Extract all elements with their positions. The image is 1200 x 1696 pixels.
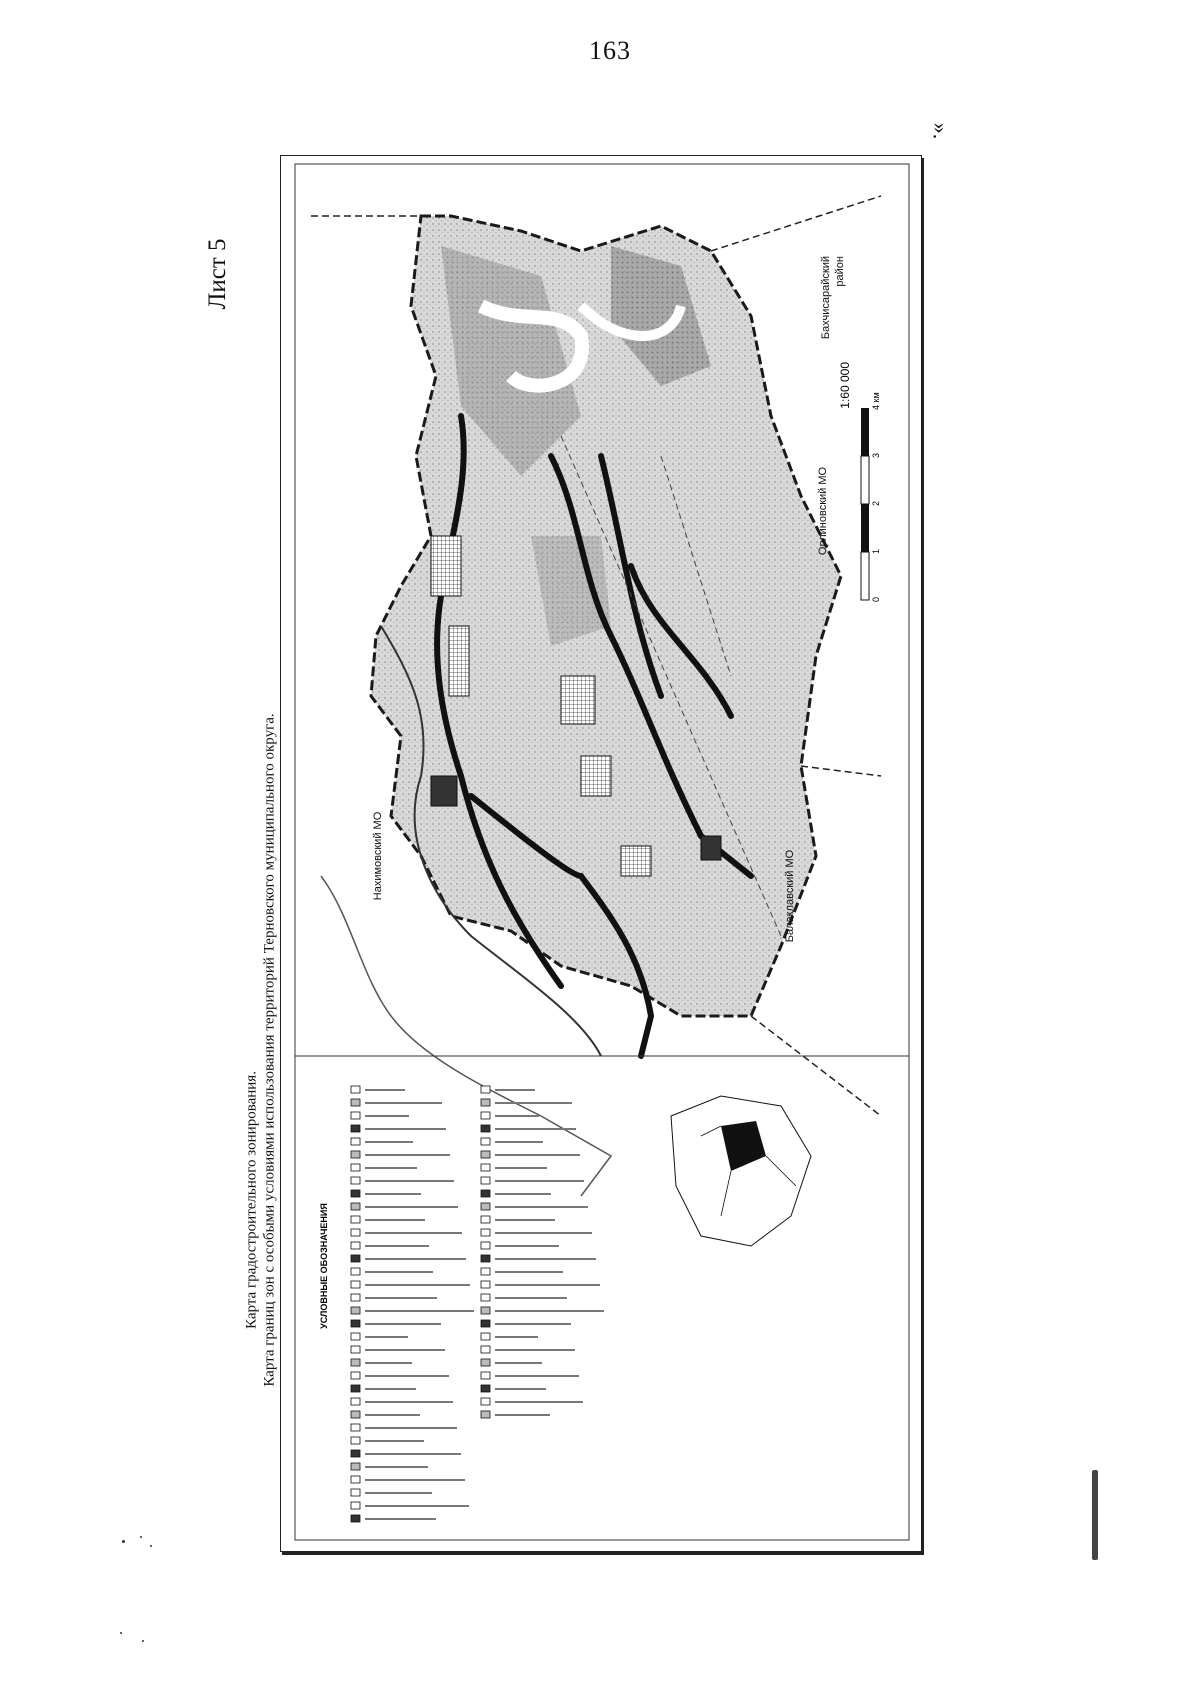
scan-speck (140, 1536, 142, 1538)
label-bakhchisaray-1: Бахчисарайский (820, 256, 832, 340)
scan-speck (120, 1632, 122, 1634)
municipal-territory (371, 216, 841, 1016)
legend-swatch (481, 1255, 490, 1262)
legend-swatch (351, 1294, 360, 1301)
label-orlinovsky: Орлиновский МО (817, 466, 829, 556)
legend-swatch (351, 1502, 360, 1509)
legend-swatch (351, 1268, 360, 1275)
legend-swatch (351, 1086, 360, 1093)
map-canvas (281, 156, 921, 1551)
label-bakhchisaray-2: район (834, 256, 846, 287)
scale-tick-0: 0 (871, 596, 881, 602)
legend-swatch (351, 1216, 360, 1223)
legend-swatch (351, 1229, 360, 1236)
legend-swatch (351, 1437, 360, 1444)
legend-swatch (481, 1242, 490, 1249)
legend-swatch (481, 1372, 490, 1379)
legend-swatch (351, 1112, 360, 1119)
legend-swatch (481, 1138, 490, 1145)
legend-swatch (481, 1164, 490, 1171)
scan-speck (142, 1640, 144, 1642)
legend-swatch (351, 1515, 360, 1522)
legend-swatch (481, 1190, 490, 1197)
legend-swatch (351, 1489, 360, 1496)
legend-swatch (481, 1398, 490, 1405)
legend-swatch (481, 1203, 490, 1210)
closing-quote: ». (928, 122, 954, 140)
scale-tick-1: 1 (871, 548, 881, 554)
legend-swatch (351, 1463, 360, 1470)
legend-title: УСЛОВНЫЕ ОБОЗНАЧЕНИЯ (319, 1203, 329, 1329)
legend-swatch (351, 1203, 360, 1210)
legend-swatch (351, 1333, 360, 1340)
map-frame (280, 155, 922, 1552)
legend-swatch (481, 1099, 490, 1106)
legend-swatch (351, 1307, 360, 1314)
legend-swatch (351, 1320, 360, 1327)
sheet-label: Лист 5 (204, 238, 231, 310)
legend-swatch (351, 1385, 360, 1392)
legend-swatch (351, 1424, 360, 1431)
scale-tick-2: 2 (871, 500, 881, 506)
scale-ratio: 1:60 000 (838, 362, 852, 409)
legend-rows (351, 1086, 604, 1522)
label-nakhimovsky: Нахимовский МО (372, 811, 384, 901)
legend-swatch (481, 1177, 490, 1184)
legend-swatch (481, 1385, 490, 1392)
scale-bar (838, 362, 881, 602)
legend (295, 1056, 909, 1522)
legend-swatch (481, 1216, 490, 1223)
legend-swatch (351, 1281, 360, 1288)
label-balaklavsky: Балаклавский МО (784, 849, 796, 943)
legend-swatch (481, 1281, 490, 1288)
legend-swatch (481, 1294, 490, 1301)
legend-swatch (351, 1476, 360, 1483)
legend-swatch (351, 1099, 360, 1106)
legend-swatch (481, 1320, 490, 1327)
scan-edge-mark (1092, 1470, 1098, 1560)
legend-swatch (351, 1411, 360, 1418)
scan-speck (150, 1545, 152, 1547)
scale-tick-4: 4 км (871, 392, 881, 410)
legend-swatch (481, 1086, 490, 1093)
legend-swatch (351, 1255, 360, 1262)
scan-speck (122, 1540, 125, 1543)
legend-swatch (351, 1164, 360, 1171)
inset-map (671, 1096, 811, 1246)
legend-swatch (351, 1242, 360, 1249)
legend-swatch (481, 1268, 490, 1275)
legend-swatch (351, 1190, 360, 1197)
legend-swatch (351, 1398, 360, 1405)
legend-swatch (351, 1138, 360, 1145)
scale-tick-3: 3 (871, 452, 881, 458)
legend-swatch (351, 1177, 360, 1184)
legend-swatch (351, 1359, 360, 1366)
legend-swatch (351, 1151, 360, 1158)
legend-swatch (481, 1333, 490, 1340)
legend-swatch (351, 1346, 360, 1353)
legend-swatch (481, 1359, 490, 1366)
legend-swatch (481, 1346, 490, 1353)
legend-swatch (481, 1112, 490, 1119)
legend-swatch (481, 1151, 490, 1158)
legend-swatch (481, 1125, 490, 1132)
caption-line-2: Карта границ зон с особыми условиями использования территорий Терновского муниципального округа. (261, 713, 278, 1387)
legend-swatch (351, 1125, 360, 1132)
legend-swatch (351, 1372, 360, 1379)
legend-swatch (481, 1307, 490, 1314)
caption-line-1: Карта градостроительного зонирования. (243, 1071, 260, 1329)
page-number: 163 (589, 36, 631, 65)
legend-swatch (351, 1450, 360, 1457)
legend-swatch (481, 1229, 490, 1236)
legend-swatch (481, 1411, 490, 1418)
